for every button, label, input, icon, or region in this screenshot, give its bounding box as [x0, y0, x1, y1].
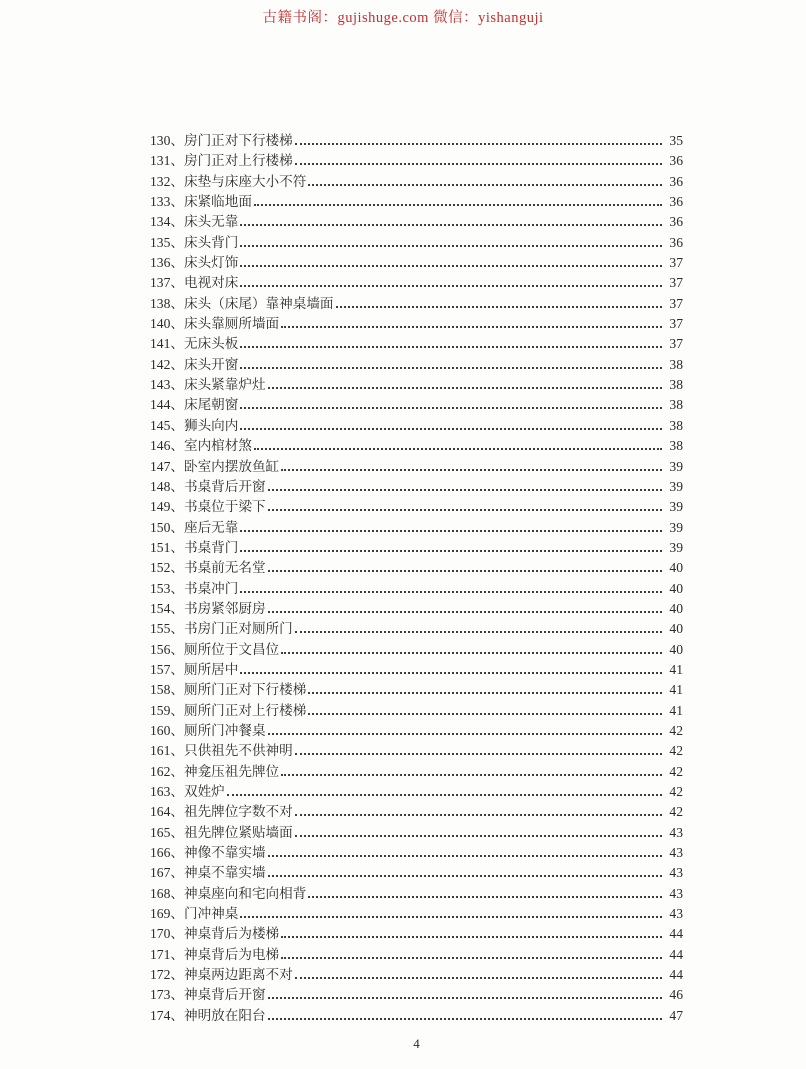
toc-entry-title: 床头开窗 [183, 356, 239, 372]
toc-entry-number: 156、 [150, 641, 184, 657]
toc-entry [150, 253, 683, 273]
toc-entry-title: 神桌背后为楼梯 [183, 926, 280, 942]
dot-leader [295, 753, 662, 755]
toc-entry [150, 497, 683, 517]
toc-entry-page: 38 [669, 438, 683, 454]
toc-entry-number: 165、 [150, 824, 184, 840]
toc-entry-number: 130、 [150, 133, 184, 148]
toc-entry-page: 44 [669, 946, 683, 962]
dot-leader [268, 570, 662, 572]
dot-leader [295, 143, 662, 145]
toc-entry-title: 门冲神桌 [183, 906, 239, 922]
dot-leader [281, 326, 662, 328]
toc-entry-page: 43 [669, 906, 683, 922]
toc-entry-page: 42 [669, 804, 683, 820]
toc-entry [150, 619, 683, 639]
dot-leader [240, 407, 662, 409]
toc-entry-number: 155、 [150, 621, 184, 637]
dot-leader [240, 367, 662, 369]
toc-entry-page: 42 [669, 743, 683, 759]
toc-entry-page: 39 [669, 458, 683, 474]
toc-entry-page: 41 [669, 702, 683, 718]
toc-entry-title: 神桌座向和宅向相背 [183, 885, 307, 901]
toc-entry [150, 457, 683, 477]
toc-entry [150, 151, 683, 171]
toc-entry-title: 厕所位于文昌位 [183, 641, 280, 657]
toc-entry-number: 167、 [150, 865, 184, 881]
toc-entry [150, 904, 683, 924]
toc-entry-title: 电视对床 [183, 275, 239, 291]
toc-entry-number: 148、 [150, 478, 184, 494]
toc-entry-page: 36 [669, 234, 683, 250]
dot-leader [281, 774, 662, 776]
toc-entry [150, 660, 683, 680]
toc-entry-title: 房门正对上行楼梯 [183, 153, 293, 169]
toc-entry-number: 143、 [150, 377, 184, 393]
dot-leader [268, 997, 662, 999]
toc-entry-page: 42 [669, 763, 683, 779]
page-number: 4 [413, 1036, 420, 1051]
dot-leader [240, 224, 662, 226]
toc-entry-number: 141、 [150, 336, 184, 352]
toc-entry-number: 171、 [150, 946, 184, 962]
toc-entry-title: 书房紧邻厨房 [183, 600, 266, 616]
toc-entry-page: 38 [669, 377, 683, 393]
toc-entry-title: 无床头板 [183, 336, 239, 352]
dot-leader [227, 794, 662, 796]
dot-leader [336, 306, 662, 308]
site-watermark-header: 古籍书阁：gujishuge.com 微信：yishanguji [262, 10, 544, 26]
toc-entry-title: 厕所门冲餐桌 [183, 722, 266, 738]
toc-entry [150, 518, 683, 538]
toc-entry-number: 166、 [150, 845, 184, 861]
toc-entry [150, 416, 683, 436]
toc-entry-number: 140、 [150, 316, 184, 332]
toc-entry-title: 室内棺材煞 [183, 438, 252, 454]
toc-entry-page: 42 [669, 784, 683, 799]
toc-entry-page: 37 [669, 275, 683, 291]
toc-entry [150, 599, 683, 619]
toc-entry [150, 131, 683, 151]
toc-entry-page: 36 [669, 194, 683, 210]
toc-entry-title: 床头背门 [183, 234, 239, 250]
toc-entry-number: 131、 [150, 153, 184, 169]
toc-entry [150, 192, 683, 212]
toc-entry-page: 43 [669, 885, 683, 901]
toc-entry-number: 164、 [150, 804, 184, 820]
toc-entry [150, 640, 683, 660]
toc-entry-title: 神龛压祖先牌位 [183, 763, 280, 779]
dot-leader [281, 469, 662, 471]
toc-entry [150, 477, 683, 497]
toc-entry-title: 床尾朝窗 [183, 397, 239, 413]
toc-entry [150, 782, 683, 802]
toc-entry-number: 158、 [150, 682, 184, 698]
toc-entry [150, 436, 683, 456]
dot-leader [268, 875, 662, 877]
toc-entry-number: 173、 [150, 987, 184, 1003]
toc-entry-page: 38 [669, 397, 683, 413]
toc-entry-number: 174、 [150, 1007, 184, 1023]
toc-entry-page: 40 [669, 580, 683, 596]
dot-leader [268, 733, 662, 735]
toc-entry-title: 床头（床尾）靠神桌墙面 [183, 295, 334, 311]
toc-entry-title: 房门正对下行楼梯 [183, 133, 293, 148]
toc-entry-page: 43 [669, 824, 683, 840]
toc-entry-number: 151、 [150, 539, 184, 555]
toc-entry-page: 43 [669, 845, 683, 861]
toc-entry-number: 154、 [150, 600, 184, 616]
toc-entry-number: 153、 [150, 580, 184, 596]
toc-entry-number: 147、 [150, 458, 184, 474]
toc-entry-number: 159、 [150, 702, 184, 718]
toc-entry-page: 37 [669, 295, 683, 311]
dot-leader [240, 530, 662, 532]
toc-entry [150, 294, 683, 314]
toc-entry-title: 床头紧靠炉灶 [183, 377, 266, 393]
toc-entry-title: 座后无靠 [183, 519, 239, 535]
toc-entry [150, 762, 683, 782]
toc-entry-title: 书桌背后开窗 [183, 478, 266, 494]
toc-entry-title: 书桌背门 [183, 539, 239, 555]
toc-entry-number: 145、 [150, 417, 184, 433]
dot-leader [268, 509, 662, 511]
dot-leader [240, 916, 662, 918]
toc-entry-page: 37 [669, 336, 683, 352]
toc-entry-number: 163、 [150, 784, 184, 799]
dot-leader [268, 489, 662, 491]
toc-entry-title: 双姓炉 [183, 784, 225, 799]
toc-entry-title: 床头无靠 [183, 214, 239, 230]
toc-entry-number: 142、 [150, 356, 184, 372]
toc-entry [150, 314, 683, 334]
toc-entry [150, 334, 683, 354]
dot-leader [281, 936, 662, 938]
toc-entry-page: 39 [669, 539, 683, 555]
toc-entry [150, 680, 683, 700]
toc-entry-number: 133、 [150, 194, 184, 210]
toc-entry-number: 168、 [150, 885, 184, 901]
toc-entry-page: 40 [669, 641, 683, 657]
dot-leader [281, 652, 662, 654]
toc-entry-page: 39 [669, 519, 683, 535]
dot-leader [268, 611, 662, 613]
toc-entry-page: 36 [669, 214, 683, 230]
toc-entry-number: 157、 [150, 661, 184, 677]
toc-entry-title: 卧室内摆放鱼缸 [183, 458, 280, 474]
toc-entry-number: 136、 [150, 255, 184, 271]
toc-entry-title: 神桌背后开窗 [183, 987, 266, 1003]
toc-entry-number: 149、 [150, 499, 184, 515]
dot-leader [240, 265, 662, 267]
dot-leader [240, 550, 662, 552]
toc-entry-page: 36 [669, 173, 683, 189]
dot-leader [268, 1018, 662, 1020]
dot-leader [308, 713, 662, 715]
toc-entry-number: 135、 [150, 234, 184, 250]
toc-entry-number: 138、 [150, 295, 184, 311]
toc-entry [150, 212, 683, 232]
toc-entry-page: 37 [669, 255, 683, 271]
toc-entry-page: 38 [669, 356, 683, 372]
table-of-contents [150, 131, 683, 1026]
toc-entry-page: 41 [669, 682, 683, 698]
toc-entry-number: 172、 [150, 967, 184, 983]
toc-entry-title: 神像不靠实墙 [183, 845, 266, 861]
toc-entry-number: 160、 [150, 722, 184, 738]
toc-entry-title: 神桌背后为电梯 [183, 946, 280, 962]
toc-entry-number: 150、 [150, 519, 184, 535]
toc-entry [150, 802, 683, 822]
toc-entry-title: 书桌位于梁下 [183, 499, 266, 515]
toc-entry-page: 36 [669, 153, 683, 169]
dot-leader [295, 977, 662, 979]
dot-leader [295, 163, 662, 165]
toc-entry [150, 741, 683, 761]
toc-entry-page: 42 [669, 722, 683, 738]
toc-entry-page: 44 [669, 967, 683, 983]
dot-leader [308, 896, 662, 898]
dot-leader [308, 184, 662, 186]
dot-leader [240, 672, 662, 674]
toc-entry [150, 558, 683, 578]
toc-entry-page: 40 [669, 600, 683, 616]
dot-leader [295, 631, 662, 633]
toc-entry-number: 132、 [150, 173, 184, 189]
toc-entry-title: 只供祖先不供神明 [183, 743, 293, 759]
toc-entry [150, 538, 683, 558]
toc-entry [150, 843, 683, 863]
toc-entry [150, 945, 683, 965]
toc-entry-page: 47 [669, 1007, 683, 1023]
dot-leader [240, 591, 662, 593]
toc-entry-title: 书房门正对厕所门 [183, 621, 293, 637]
toc-entry-number: 170、 [150, 926, 184, 942]
toc-entry-number: 161、 [150, 743, 184, 759]
toc-entry-number: 152、 [150, 560, 184, 576]
toc-entry-title: 床头灯饰 [183, 255, 239, 271]
toc-entry-title: 狮头向内 [183, 417, 239, 433]
toc-entry-title: 神桌不靠实墙 [183, 865, 266, 881]
dot-leader [240, 245, 662, 247]
toc-entry-title: 床垫与床座大小不符 [183, 173, 307, 189]
toc-entry-page: 43 [669, 865, 683, 881]
toc-entry [150, 863, 683, 883]
toc-entry [150, 273, 683, 293]
toc-entry-title: 祖先牌位字数不对 [183, 804, 293, 820]
toc-entry-page: 44 [669, 926, 683, 942]
toc-entry-number: 162、 [150, 763, 184, 779]
toc-entry [150, 884, 683, 904]
toc-entry [150, 355, 683, 375]
toc-entry [150, 172, 683, 192]
toc-entry-page: 46 [669, 987, 683, 1003]
dot-leader [240, 346, 662, 348]
toc-entry-page: 40 [669, 621, 683, 637]
dot-leader [240, 285, 662, 287]
dot-leader [308, 692, 662, 694]
dot-leader [268, 387, 662, 389]
dot-leader [268, 855, 662, 857]
toc-entry [150, 823, 683, 843]
toc-entry-page: 39 [669, 499, 683, 515]
toc-entry-number: 144、 [150, 397, 184, 413]
toc-entry-page: 37 [669, 316, 683, 332]
toc-entry-number: 146、 [150, 438, 184, 454]
toc-entry [150, 395, 683, 415]
toc-entry-title: 书桌冲门 [183, 580, 239, 596]
toc-entry [150, 233, 683, 253]
toc-entry-title: 厕所居中 [183, 661, 239, 677]
toc-entry [150, 375, 683, 395]
toc-entry [150, 924, 683, 944]
dot-leader [295, 835, 662, 837]
toc-entry-title: 厕所门正对上行楼梯 [183, 702, 307, 718]
toc-entry-page: 38 [669, 417, 683, 433]
dot-leader [281, 957, 662, 959]
toc-entry-title: 床紧临地面 [183, 194, 252, 210]
toc-entry-title: 厕所门正对下行楼梯 [183, 682, 307, 698]
toc-entry [150, 579, 683, 599]
toc-entry-title: 神桌两边距离不对 [183, 967, 293, 983]
toc-entry-page: 40 [669, 560, 683, 576]
dot-leader [254, 204, 662, 206]
toc-entry-title: 书桌前无名堂 [183, 560, 266, 576]
toc-entry [150, 1006, 683, 1026]
toc-entry [150, 721, 683, 741]
toc-entry [150, 985, 683, 1005]
toc-entry-title: 床头靠厕所墙面 [183, 316, 280, 332]
toc-entry-number: 137、 [150, 275, 184, 291]
toc-entry-page: 41 [669, 661, 683, 677]
toc-entry-number: 134、 [150, 214, 184, 230]
toc-entry [150, 965, 683, 985]
toc-entry-title: 祖先牌位紧贴墙面 [183, 824, 293, 840]
dot-leader [254, 448, 662, 450]
dot-leader [240, 428, 662, 430]
toc-entry-number: 169、 [150, 906, 184, 922]
dot-leader [295, 814, 662, 816]
toc-entry-title: 神明放在阳台 [183, 1007, 266, 1023]
toc-entry [150, 701, 683, 721]
toc-entry-page: 35 [669, 133, 683, 148]
toc-entry-page: 39 [669, 478, 683, 494]
